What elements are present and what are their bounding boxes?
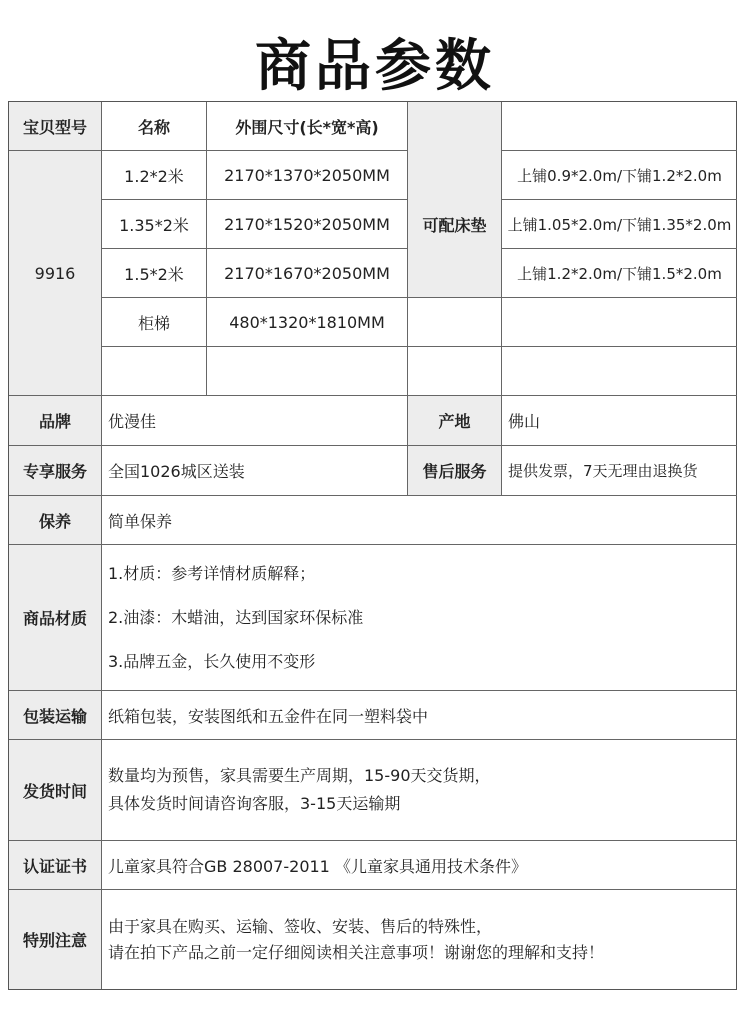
size-row-name: 1.2*2米 [102, 151, 207, 200]
size-row-size: 480*1320*1810MM [207, 298, 408, 347]
size-header: 外围尺寸(长*宽*高) [207, 102, 408, 151]
shipping-line: 具体发货时间请咨询客服，3-15天运输期 [108, 794, 401, 813]
packaging-label: 包装运输 [9, 691, 102, 740]
size-row-size: 2170*1670*2050MM [207, 249, 408, 298]
name-header: 名称 [102, 102, 207, 151]
notice-line: 由于家具在购买、运输、签收、安装、售后的特殊性， [108, 916, 493, 936]
shipping-label: 发货时间 [9, 740, 102, 841]
page-title: 商品参数 [255, 34, 495, 99]
maintenance-label: 保养 [9, 496, 102, 545]
material-line: 2.油漆：木蜡油，达到国家环保标准 [108, 607, 364, 627]
blank-cell [502, 102, 737, 151]
notice-label: 特别注意 [9, 890, 102, 989]
mattress-header: 可配床垫 [408, 151, 502, 298]
after-sale-label: 售后服务 [408, 446, 502, 496]
size-row-mattress: 上铺0.9*2.0m/下铺1.2*2.0m [502, 151, 737, 200]
brand-label: 品牌 [9, 396, 102, 446]
material-value [102, 545, 737, 691]
size-row-size: 2170*1520*2050MM [207, 200, 408, 249]
notice-value [102, 890, 737, 989]
size-row-mattress: 上铺1.05*2.0m/下铺1.35*2.0m [502, 200, 737, 249]
spec-table [8, 101, 737, 990]
blank-cell [408, 347, 502, 396]
model-header: 宝贝型号 [9, 102, 102, 151]
size-row-name: 1.5*2米 [102, 249, 207, 298]
origin-value: 佛山 [502, 396, 737, 446]
blank-cell [207, 347, 408, 396]
size-row-name: 柜梯 [102, 298, 207, 347]
certificate-value: 儿童家具符合GB 28007-2011 《儿童家具通用技术条件》 [102, 841, 737, 890]
size-row-mattress: 上铺1.2*2.0m/下铺1.5*2.0m [502, 249, 737, 298]
material-line: 3.品牌五金，长久使用不变形 [108, 651, 316, 671]
blank-cell [502, 347, 737, 396]
service-label: 专享服务 [9, 446, 102, 496]
maintenance-value: 简单保养 [102, 496, 737, 545]
service-value: 全国1026城区送装 [102, 446, 408, 496]
material-line: 1.材质：参考详情材质解释； [108, 563, 316, 583]
size-row-name: 1.35*2米 [102, 200, 207, 249]
material-label: 商品材质 [9, 545, 102, 691]
after-sale-value: 提供发票，7天无理由退换货 [502, 446, 737, 496]
size-row-mattress [502, 298, 737, 347]
notice-line: 请在拍下产品之前一定仔细阅读相关注意事项！谢谢您的理解和支持！ [108, 942, 605, 962]
shipping-value [102, 740, 737, 841]
model-value: 9916 [9, 151, 102, 396]
size-row-size: 2170*1370*2050MM [207, 151, 408, 200]
packaging-value: 纸箱包装，安装图纸和五金件在同一塑料袋中 [102, 691, 737, 740]
certificate-label: 认证证书 [9, 841, 102, 890]
brand-value: 优漫佳 [102, 396, 408, 446]
origin-label: 产地 [408, 396, 502, 446]
blank-cell [408, 298, 502, 347]
shipping-line: 数量均为预售，家具需要生产周期，15-90天交货期， [108, 766, 491, 785]
blank-cell [102, 347, 207, 396]
mattress-header-top [408, 102, 502, 151]
